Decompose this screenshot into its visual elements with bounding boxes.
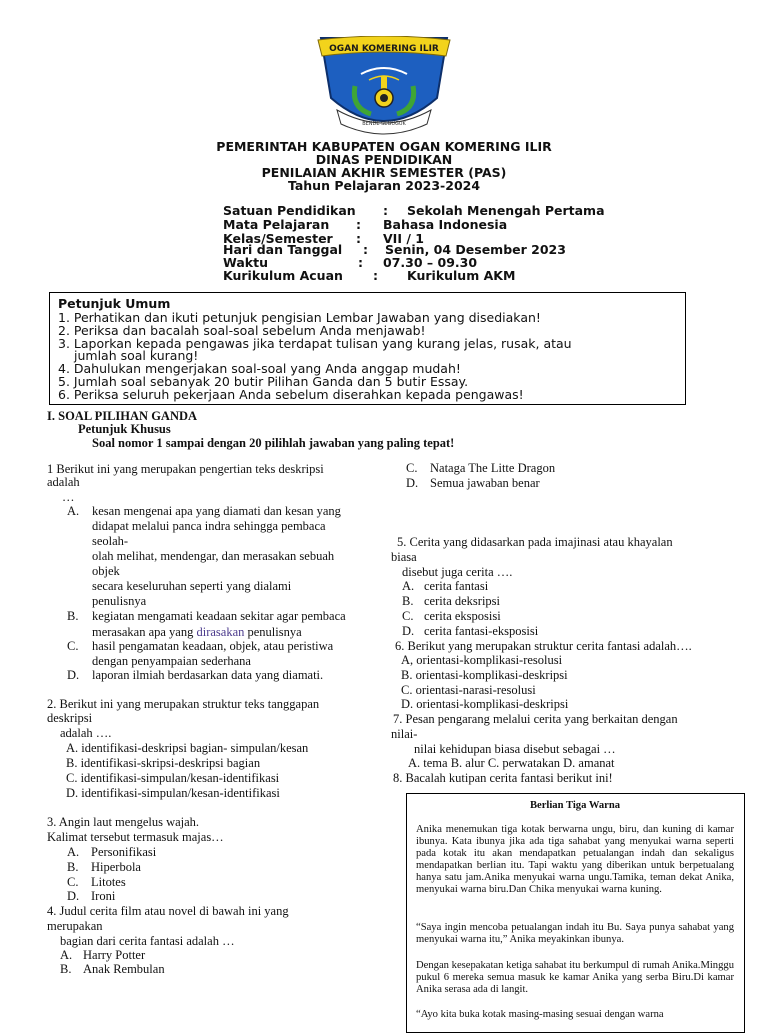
q5-option-letter: C. xyxy=(402,609,414,623)
q3-option-letter: D. xyxy=(67,889,80,903)
q5-option-letter: D. xyxy=(402,624,415,638)
q1-option-a-line-7: penulisnya xyxy=(92,594,147,608)
q6-option-b: B. orientasi-komplikasi-deskripsi xyxy=(401,668,568,682)
q2-stem-line-1: 2. Berikut ini yang merupakan struktur teks tanggapan xyxy=(47,697,320,711)
q5-option-text: cerita fantasi xyxy=(424,579,489,593)
q1-option-d-letter: D. xyxy=(67,668,80,682)
q3-option-letter: A. xyxy=(67,845,80,859)
q2-option-d: D. identifikasi-simpulan/kesan-identifikasi xyxy=(66,786,280,800)
logo-banner-text: OGAN KOMERING ILIR xyxy=(329,44,439,54)
q1-option-b-line-1: kegiatan mengamati keadaan sekitar agar pembaca xyxy=(92,609,346,623)
q2-option-a: A. identifikasi-deskripsi bagian- simpulan/kesan xyxy=(66,741,309,755)
q1-option-b-letter: B. xyxy=(67,609,79,623)
q1-option-a-line-2: didapat melalui panca indra sehingga pembaca xyxy=(92,519,326,533)
q7-stem-line-3: nilai kehidupan biasa disebut sebagai … xyxy=(414,742,616,756)
q1-option-c-line-1: hasil pengamatan keadaan, objek, atau peristiwa xyxy=(92,639,334,653)
q4-stem-line-2: merupakan xyxy=(47,919,103,933)
q1-option-d-line-1: laporan ilmiah berdasarkan data yang diamati. xyxy=(92,668,324,682)
q4-option-text: Anak Rembulan xyxy=(83,962,165,976)
q4-option-text: Harry Potter xyxy=(83,948,146,962)
q2-option-b: B. identifikasi-skripsi-deskripsi bagian xyxy=(66,756,261,770)
q2-stem-line-3: adalah …. xyxy=(60,726,112,740)
q3-option-text: Hiperbola xyxy=(91,860,141,874)
q6-stem: 6. Berikut yang merupakan struktur cerita fantasi adalah…. xyxy=(395,639,692,653)
header-government: PEMERINTAH KABUPATEN OGAN KOMERING ILIR xyxy=(216,139,552,154)
q6-option-a: A, orientasi-komplikasi-resolusi xyxy=(401,653,563,667)
q5-option-letter: A. xyxy=(402,579,415,593)
instruction-line-6: 6. Periksa seluruh pekerjaan Anda sebelum diserahkan kepada pengawas! xyxy=(58,387,524,402)
q1-option-c-letter: C. xyxy=(67,639,79,653)
q4-option-text: Semua jawaban benar xyxy=(430,476,540,490)
q4-stem-line-1: 4. Judul cerita film atau novel di bawah ini yang xyxy=(47,904,289,918)
instruction-line-1: 1. Perhatikan dan ikuti petunjuk pengisian Lembar Jawaban yang disediakan! xyxy=(58,310,541,325)
instruction-line-4: 4. Dahulukan mengerjakan soal-soal yang Anda anggap mudah! xyxy=(58,361,461,376)
story-paragraph-2: “Saya ingin mencoba petualangan indah itu Bu. Saya punya sahabat yang menyukai warna itu,” Anika meyakinkan ibunya. xyxy=(416,922,734,945)
q4-option-letter: B. xyxy=(60,962,72,976)
q1-option-a-line-1: kesan mengenai apa yang diamati dan kesan yang xyxy=(92,504,341,518)
q1-stem-line-3: … xyxy=(62,490,75,504)
section-subtitle: Petunjuk Khusus xyxy=(78,422,171,436)
q1-option-a-line-5: objek xyxy=(92,564,120,578)
q1-option-a-letter: A. xyxy=(67,504,80,518)
instruction-line-2: 2. Periksa dan bacalah soal-soal sebelum Anda menjawab! xyxy=(58,323,426,338)
header-year: Tahun Pelajaran 2023-2024 xyxy=(287,178,481,193)
logo-motto-text: BENDE SEGUGUK xyxy=(362,121,406,127)
q5-stem-line-3: disebut juga cerita …. xyxy=(402,565,513,579)
q8-stem: 8. Bacalah kutipan cerita fantasi berikut ini! xyxy=(393,771,613,785)
q3-option-text: Personifikasi xyxy=(91,845,157,859)
section-instruction: Soal nomor 1 sampai dengan 20 pilihlah jawaban yang paling tepat! xyxy=(92,436,455,450)
q1-option-c-line-2: dengan penyampaian sederhana xyxy=(92,654,251,668)
q4-option-text: Nataga The Litte Dragon xyxy=(430,461,556,475)
q1-stem-line-2: adalah xyxy=(47,475,80,489)
instruction-line-5: 5. Jumlah soal sebanyak 20 butir Pilihan Ganda dan 5 butir Essay. xyxy=(58,374,469,389)
q5-option-letter: B. xyxy=(402,594,414,608)
q4-option-letter: C. xyxy=(406,461,418,475)
general-instructions-title: Petunjuk Umum xyxy=(58,296,171,311)
story-paragraph-3: Dengan kesepakatan ketiga sahabat itu berkumpul di rumah Anika.Minggu pukul 6 mereka semua masuk ke kamar Anika yang serba Biru.Di kamar Anika serasa ada di langit. xyxy=(416,960,734,995)
q2-option-c: C. identifikasi-simpulan/kesan-identifikasi xyxy=(66,771,280,785)
q1-stem-line-1: 1 Berikut ini yang merupakan pengertian teks deskripsi xyxy=(47,462,324,476)
section-title: I. SOAL PILIHAN GANDA xyxy=(47,409,198,423)
q6-option-d: D. orientasi-komplikasi-deskripsi xyxy=(401,697,569,711)
q5-stem-line-1: 5. Cerita yang didasarkan pada imajinasi atau khayalan xyxy=(397,535,673,549)
regency-crest-logo xyxy=(315,36,453,140)
header-exam: PENILAIAN AKHIR SEMESTER (PAS) xyxy=(261,165,507,180)
q3-stem-line-2: Kalimat tersebut termasuk majas… xyxy=(47,830,224,844)
q3-option-text: Litotes xyxy=(91,875,126,889)
header-department: DINAS PENDIDIKAN xyxy=(315,152,453,167)
q1-option-a-line-4: olah melihat, mendengar, dan merasakan sebuah xyxy=(92,549,335,563)
q3-stem-line-1: 3. Angin laut mengelus wajah. xyxy=(47,815,200,829)
q4-option-letter: D. xyxy=(406,476,419,490)
q4-option-letter: A. xyxy=(60,948,73,962)
q5-option-text: cerita fantasi-eksposisi xyxy=(424,624,539,638)
q6-option-c: C. orientasi-narasi-resolusi xyxy=(401,683,536,697)
q5-stem-line-2: biasa xyxy=(391,550,417,564)
q3-option-letter: B. xyxy=(67,860,79,874)
q1-option-b-line-2: merasakan apa yang dirasakan penulisnya xyxy=(92,625,302,639)
instruction-line-3-cont: jumlah soal kurang! xyxy=(74,348,199,363)
q1-option-a-line-6: secara keseluruhan seperti yang dialami xyxy=(92,579,292,593)
q2-stem-line-2: deskripsi xyxy=(47,711,93,725)
q7-options: A. tema B. alur C. perwatakan D. amanat xyxy=(408,756,615,770)
q1-option-a-line-3: seolah- xyxy=(92,534,129,548)
q5-option-text: cerita deksripsi xyxy=(424,594,501,608)
q3-option-letter: C. xyxy=(67,875,79,889)
q7-stem-line-2: nilai- xyxy=(391,727,418,741)
q3-option-text: Ironi xyxy=(91,889,116,903)
regency-crest-icon xyxy=(315,36,453,140)
instruction-line-3: 3. Laporkan kepada pengawas jika terdapat tulisan yang kurang jelas, rusak, atau xyxy=(58,336,572,351)
q5-option-text: cerita eksposisi xyxy=(424,609,501,623)
q4-stem-line-3: bagian dari cerita fantasi adalah … xyxy=(60,934,235,948)
story-paragraph-1: Anika menemukan tiga kotak berwarna ungu, biru, dan kuning di kamar ibunya. Kata ibunya jika ada tiga sahabat yang menyukai warna seperti pada kotak itu akan mendapatkan petualangan indah dan sekaligus mendapatkan berlian itu. Tapi waktu yang diberikan untuk berpetualang hanya satu jam.Anika menyukai warna ungu.Tamika, teman dekat Anika, menyukai warna biru.Dan Chika menyukai warna kuning. xyxy=(416,824,734,895)
story-title: Berlian Tiga Warna xyxy=(529,800,621,811)
story-paragraph-4: “Ayo kita buka kotak masing-masing sesuai dengan warna xyxy=(416,1009,664,1020)
q7-stem-line-1: 7. Pesan pengarang melalui cerita yang berkaitan dengan xyxy=(393,712,678,726)
